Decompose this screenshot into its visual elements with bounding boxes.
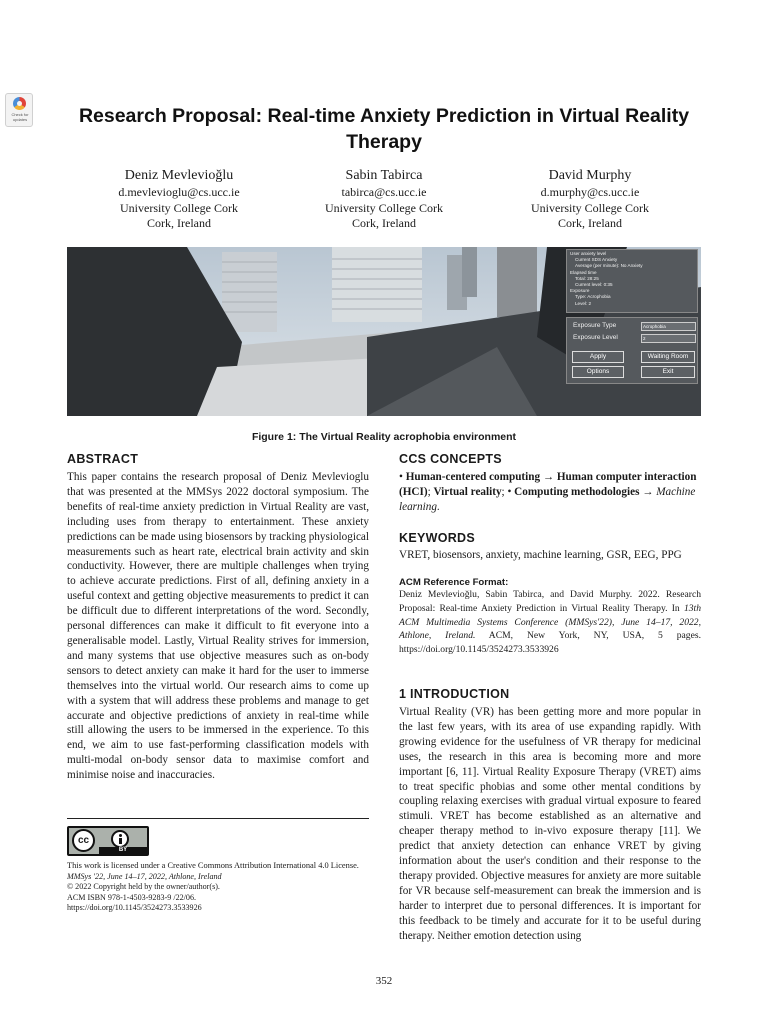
crossmark-icon — [13, 97, 26, 110]
abstract-text: This paper contains the research proposal of Deniz Mevlevioglu that was presented at the MMSys 2022 doctoral symposium. The benefits of real-time anxiety prediction in Virtual Reality are vast, including uses from therapy to entertainment. These anxiety predictions can be made using biosensors by tracking physiological measurements such as heart rate, electrical brain activity and skin conductivity. However, there are multiple challenges when trying to achieve accurate predictions. First of all, defining anxiety in a useful context and getting objective measurements to predict it can be difficult due to different interpretations of the word. Secondly, personal differences can make it difficult to fit everyone into a generalisable model. Lastly, Virtual Reality strives for immersion, and many systems that use objective measures such as on-body sensors to detect anxiety can make it hard for the user to immerse themselves into the virtual world. Our research aims to come up with a system that will address these problems and manage to get accurate and objective predictions of anxiety in real-time while still allowing the users to be immersed in the experience. To this end, we aim to use fast-performing classification models with multi-modal on-body sensor data to maximise comfort and minimise noise and inaccuracies. — [67, 471, 369, 782]
reference-text: Deniz Mevlevioğlu, Sabin Tabirca, and David Murphy. 2022. Research Proposal: Real-time Anxiety Prediction in Virtual Reality Therapy. In 13th ACM Multimedia Systems Conference (MMSys'22), June 14–17, 2022, Athlone, Ireland. ACM, New York, NY, USA, 5 pages. https://doi.org/10.1145/3524273.3533926 — [399, 589, 701, 656]
apply-button[interactable]: Apply — [572, 351, 624, 363]
waiting-room-button[interactable]: Waiting Room — [641, 351, 695, 363]
ccs-text: • Human-centered computing → Human computer interaction (HCI); Virtual reality; • Computing methodologies → Machine learning. — [399, 471, 697, 513]
license-copyright: © 2022 Copyright held by the owner/author(s). — [67, 882, 220, 892]
exposure-level-label: Exposure Level — [573, 334, 618, 341]
abstract-heading: ABSTRACT — [67, 452, 139, 466]
cc-by-license-icon[interactable] — [67, 826, 149, 856]
author-block — [284, 167, 484, 232]
vr-environment-figure — [67, 247, 701, 416]
author-location: Cork, Ireland — [147, 216, 211, 230]
author-name: Deniz Mevlevioğlu — [124, 168, 234, 183]
author-location: Cork, Ireland — [352, 216, 416, 230]
license-info — [67, 861, 377, 914]
hud-info-panel — [566, 249, 698, 313]
author-block — [79, 167, 279, 232]
exposure-type-label: Exposure Type — [573, 322, 617, 329]
keywords-text: VRET, biosensors, anxiety, machine learning, GSR, EEG, PPG — [399, 549, 682, 561]
intro-heading: 1 INTRODUCTION — [399, 687, 510, 701]
exit-button[interactable]: Exit — [641, 366, 695, 378]
author-affiliation: University College Cork — [325, 200, 443, 215]
author-location: Cork, Ireland — [558, 216, 622, 230]
hud-info-text: User anxiety level Current SDS Anxiety Average (per minute): No Anxiety Elapsed time Total: 28:25 Current level: 0:35 Exposure Type: Acrophobia Level: 2 — [570, 251, 643, 306]
license-divider — [67, 818, 369, 819]
license-isbn: ACM ISBN 978-1-4503-9283-9 /22/06. — [67, 892, 197, 902]
paper-title: Research Proposal: Real-time Anxiety Prediction in Virtual Reality Therapy — [78, 105, 690, 153]
attribution-icon — [111, 830, 129, 848]
hud-controls-panel — [566, 317, 698, 384]
by-label: BY — [99, 847, 147, 854]
license-venue: MMSys '22, June 14–17, 2022, Athlone, Ireland — [67, 871, 222, 881]
keywords-heading: KEYWORDS — [399, 531, 476, 545]
check-for-updates-badge[interactable] — [5, 93, 33, 127]
exposure-level-input[interactable]: 2 — [641, 334, 696, 343]
author-name: David Murphy — [548, 168, 632, 183]
author-email: d.murphy@cs.ucc.ie — [540, 185, 640, 199]
author-affiliation: University College Cork — [120, 200, 238, 215]
intro-text: Virtual Reality (VR) has been getting more and more popular in the last few years, with its area of use expanding rapidly. With growing evidence for the usefulness of VR therapy for medicinal uses, the research in this area is becoming more and more important [6, 11]. Virtual Reality Exposure Therapy (VRET) aims to treat specific phobias and some other mental conditions by coupling relaxing exercises with gradual virtual exposure to feared stimuli. VRET has become established as an alternative and cheaper therapy method to in-vivo exposure therapy [11]. We predict that anxiety detection can enhance VRET by giving information about the user's condition and their response to the therapy provided. Objective measures for anxiety are more suitable for VR because self-measurement can break the immersion and is harder to interpret due to personal differences. It is important for this feedback to be timely and accurate for it to be useful during therapy. Neither emotion detection using — [399, 706, 701, 942]
exposure-type-select[interactable]: Acrophobia — [641, 322, 696, 331]
author-email: tabirca@cs.ucc.ie — [341, 185, 427, 199]
author-affiliation: University College Cork — [531, 200, 649, 215]
badge-text: Check for updates — [11, 112, 29, 122]
author-name: Sabin Tabirca — [345, 168, 423, 183]
author-block — [490, 167, 690, 232]
license-statement: This work is licensed under a Creative Commons Attribution International 4.0 License. — [67, 861, 359, 870]
ccs-heading: CCS CONCEPTS — [399, 452, 502, 466]
author-email: d.mevlevioglu@cs.ucc.ie — [118, 185, 240, 199]
page-number: 352 — [375, 975, 393, 987]
options-button[interactable]: Options — [572, 366, 624, 378]
license-doi[interactable]: https://doi.org/10.1145/3524273.3533926 — [67, 903, 202, 913]
cc-icon: cc — [72, 829, 95, 852]
figure-caption: Figure 1: The Virtual Reality acrophobia environment — [251, 431, 517, 443]
reference-heading: ACM Reference Format: — [399, 577, 509, 588]
